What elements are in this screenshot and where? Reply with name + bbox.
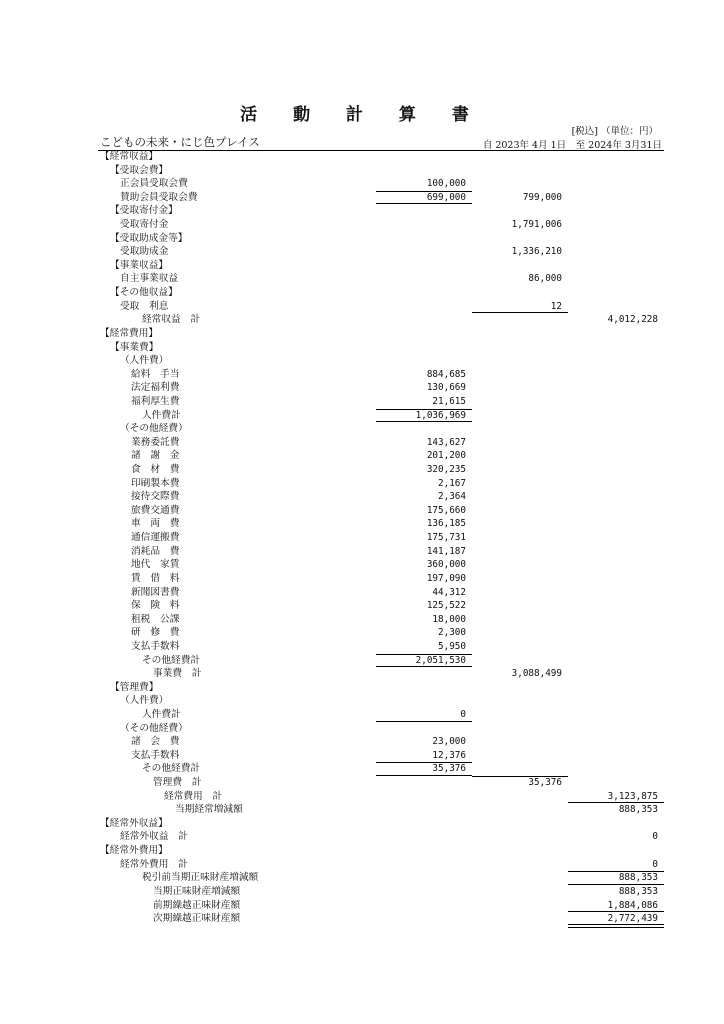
statement-row	[0, 776, 724, 790]
row-label: 【受取寄付金】	[110, 205, 178, 217]
statement-row	[0, 545, 724, 559]
amount-c1: 201,200	[426, 450, 466, 462]
row-label: 賃 借 料	[131, 572, 180, 584]
statement-row	[0, 885, 724, 899]
statement-row	[0, 409, 724, 423]
statement-row	[0, 681, 724, 695]
statement-row	[0, 749, 724, 763]
row-label: 【受取助成金等】	[110, 232, 188, 244]
statement-row	[0, 531, 724, 545]
amount-c1: 320,235	[426, 464, 466, 476]
row-label: （人件費）	[120, 695, 169, 707]
amount-c1: 141,187	[426, 545, 466, 557]
statement-row	[0, 912, 724, 926]
statement-row	[0, 354, 724, 368]
amount-c1: 44,312	[432, 586, 466, 598]
row-label: 旅費交通費	[131, 504, 180, 516]
statement-row	[0, 218, 724, 232]
statement-row	[0, 572, 724, 586]
statement-row	[0, 640, 724, 654]
row-label: 事業費 計	[153, 668, 202, 680]
unit-note: [税込] （単位：円）	[571, 126, 658, 137]
statement-row	[0, 286, 724, 300]
amount-c1: 21,615	[432, 395, 466, 407]
row-label: 【その他収益】	[110, 287, 178, 299]
statement-row	[0, 613, 724, 627]
rule-line	[472, 776, 568, 777]
statement-row	[0, 654, 724, 668]
statement-row	[0, 871, 724, 885]
amount-c2: 86,000	[528, 273, 562, 285]
amount-c3: 888,353	[618, 804, 658, 816]
amount-c1: 5,950	[438, 640, 466, 652]
amount-c1: 1,036,969	[415, 409, 466, 421]
rule-line	[376, 191, 472, 192]
amount-c1: 0	[460, 708, 466, 720]
amount-c2: 35,376	[528, 777, 562, 789]
statement-row	[0, 327, 724, 341]
statement-table	[0, 150, 724, 926]
row-label: 諸 謝 金	[131, 450, 180, 462]
statement-row	[0, 899, 724, 913]
statement-row	[0, 762, 724, 776]
row-label: 自主事業収益	[120, 273, 179, 285]
row-label: 保 険 料	[131, 600, 180, 612]
amount-c2: 12	[550, 300, 562, 312]
statement-row	[0, 844, 724, 858]
statement-row	[0, 667, 724, 681]
amount-c3: 4,012,228	[607, 314, 658, 326]
statement-row	[0, 313, 724, 327]
statement-row	[0, 150, 724, 164]
row-label: 正会員受取会費	[120, 178, 188, 190]
row-label: 次期繰越正味財産額	[153, 913, 241, 925]
row-label: 租税 公課	[131, 613, 180, 625]
row-label: 車 両 費	[131, 518, 180, 530]
statement-row	[0, 694, 724, 708]
statement-row	[0, 381, 724, 395]
row-label: 前期繰越正味財産額	[153, 899, 241, 911]
statement-row	[0, 395, 724, 409]
row-label: 業務委託費	[131, 436, 180, 448]
amount-c3: 0	[652, 858, 658, 870]
row-label: （その他経費）	[120, 722, 188, 734]
row-label: その他経費計	[142, 763, 201, 775]
amount-c1: 100,000	[426, 178, 466, 190]
amount-c2: 1,336,210	[511, 246, 562, 258]
organization-name: こどもの未来・にじ色プレイス	[100, 135, 260, 149]
amount-c3: 1,884,086	[607, 899, 658, 911]
row-label: 【受取会費】	[110, 164, 169, 176]
row-label: 経常外収益 計	[120, 831, 188, 843]
rule-line	[568, 924, 664, 928]
statement-row	[0, 164, 724, 178]
row-label: 税引前当期正味財産増減額	[142, 872, 259, 884]
statement-row	[0, 722, 724, 736]
document-title: 活 動 計 算 書	[240, 105, 484, 125]
row-label: 【経常外収益】	[100, 817, 168, 829]
amount-c2: 799,000	[522, 191, 562, 203]
row-label: 福利厚生費	[131, 395, 180, 407]
amount-c1: 175,660	[426, 504, 466, 516]
rule-line	[376, 762, 472, 763]
row-label: 人件費計	[142, 409, 181, 421]
amount-c1: 2,167	[438, 477, 466, 489]
statement-row	[0, 830, 724, 844]
row-label: 食 材 費	[131, 464, 180, 476]
row-label: （その他経費）	[120, 423, 188, 435]
amount-c1: 125,522	[426, 600, 466, 612]
statement-row	[0, 490, 724, 504]
row-label: 給料 手当	[131, 368, 180, 380]
amount-c3: 3,123,875	[607, 790, 658, 802]
statement-row	[0, 790, 724, 804]
statement-row	[0, 422, 724, 436]
row-label: 法定福利費	[131, 382, 180, 394]
row-label: 経常費用 計	[164, 790, 223, 802]
amount-c1: 136,185	[426, 518, 466, 530]
rule-line	[376, 654, 472, 655]
row-label: 支払手数料	[131, 640, 180, 652]
statement-row	[0, 272, 724, 286]
statement-row	[0, 232, 724, 246]
row-label: 人件費計	[142, 708, 181, 720]
amount-c3: 888,353	[618, 872, 658, 884]
statement-row	[0, 368, 724, 382]
amount-c1: 12,376	[432, 749, 466, 761]
row-label: 新聞図書費	[131, 586, 180, 598]
statement-row	[0, 817, 724, 831]
amount-c1: 360,000	[426, 559, 466, 571]
statement-row	[0, 858, 724, 872]
row-label: 経常収益 計	[142, 314, 201, 326]
amount-c1: 197,090	[426, 572, 466, 584]
statement-row	[0, 177, 724, 191]
row-label: 管理費 計	[153, 777, 202, 789]
row-label: （人件費）	[120, 355, 169, 367]
row-label: 印刷製本費	[131, 477, 180, 489]
row-label: 【経常外費用】	[100, 845, 168, 857]
row-label: 【事業収益】	[110, 259, 169, 271]
amount-c3: 888,353	[618, 885, 658, 897]
amount-c2: 3,088,499	[511, 668, 562, 680]
amount-c1: 175,731	[426, 532, 466, 544]
statement-row	[0, 586, 724, 600]
statement-row	[0, 204, 724, 218]
statement-row	[0, 341, 724, 355]
rule-line	[568, 871, 664, 872]
amount-c1: 884,685	[426, 368, 466, 380]
statement-row	[0, 449, 724, 463]
amount-c1: 35,376	[432, 763, 466, 775]
statement-row	[0, 245, 724, 259]
row-label: 地代 家賃	[131, 559, 180, 571]
row-label: 受取助成金	[120, 246, 169, 258]
amount-c1: 2,300	[438, 627, 466, 639]
row-label: 【事業費】	[110, 341, 159, 353]
statement-row	[0, 735, 724, 749]
row-label: 研 修 費	[131, 627, 180, 639]
row-label: その他経費計	[142, 654, 201, 666]
statement-row	[0, 803, 724, 817]
row-label: 受取寄付金	[120, 219, 169, 231]
row-label: 【経常収益】	[100, 151, 159, 162]
row-label: 当期経常増減額	[175, 804, 243, 816]
amount-c1: 23,000	[432, 736, 466, 748]
amount-c3: 2,772,439	[607, 913, 658, 925]
statement-row	[0, 477, 724, 491]
statement-row	[0, 708, 724, 722]
statement-row	[0, 558, 724, 572]
statement-row	[0, 463, 724, 477]
row-label: 諸 会 費	[131, 736, 180, 748]
amount-c1: 130,669	[426, 382, 466, 394]
statement-row	[0, 259, 724, 273]
row-label: 受取 利息	[120, 300, 169, 312]
statement-row	[0, 626, 724, 640]
row-label: 接待交際費	[131, 491, 180, 503]
statement-row	[0, 517, 724, 531]
statement-row	[0, 504, 724, 518]
row-label: 経常外費用 計	[120, 858, 188, 870]
row-label: 通信運搬費	[131, 532, 180, 544]
amount-c1: 18,000	[432, 613, 466, 625]
amount-c2: 1,791,006	[511, 219, 562, 231]
accounting-period: 自 2023年 4月 1日 至 2024年 3月31日	[482, 140, 662, 151]
statement-row	[0, 436, 724, 450]
statement-row	[0, 599, 724, 613]
statement-row	[0, 300, 724, 314]
amount-c1: 2,364	[438, 491, 466, 503]
amount-c3: 0	[652, 831, 658, 843]
row-label: 当期正味財産増減額	[153, 885, 241, 897]
row-label: 【経常費用】	[100, 327, 159, 339]
row-label: 賛助会員受取会費	[120, 191, 198, 203]
amount-c1: 2,051,530	[415, 654, 466, 666]
rule-line	[376, 409, 472, 410]
row-label: 支払手数料	[131, 749, 180, 761]
amount-c1: 699,000	[426, 191, 466, 203]
row-label: 消耗品 費	[131, 545, 180, 557]
row-label: 【管理費】	[110, 681, 159, 693]
statement-row	[0, 191, 724, 205]
amount-c1: 143,627	[426, 436, 466, 448]
